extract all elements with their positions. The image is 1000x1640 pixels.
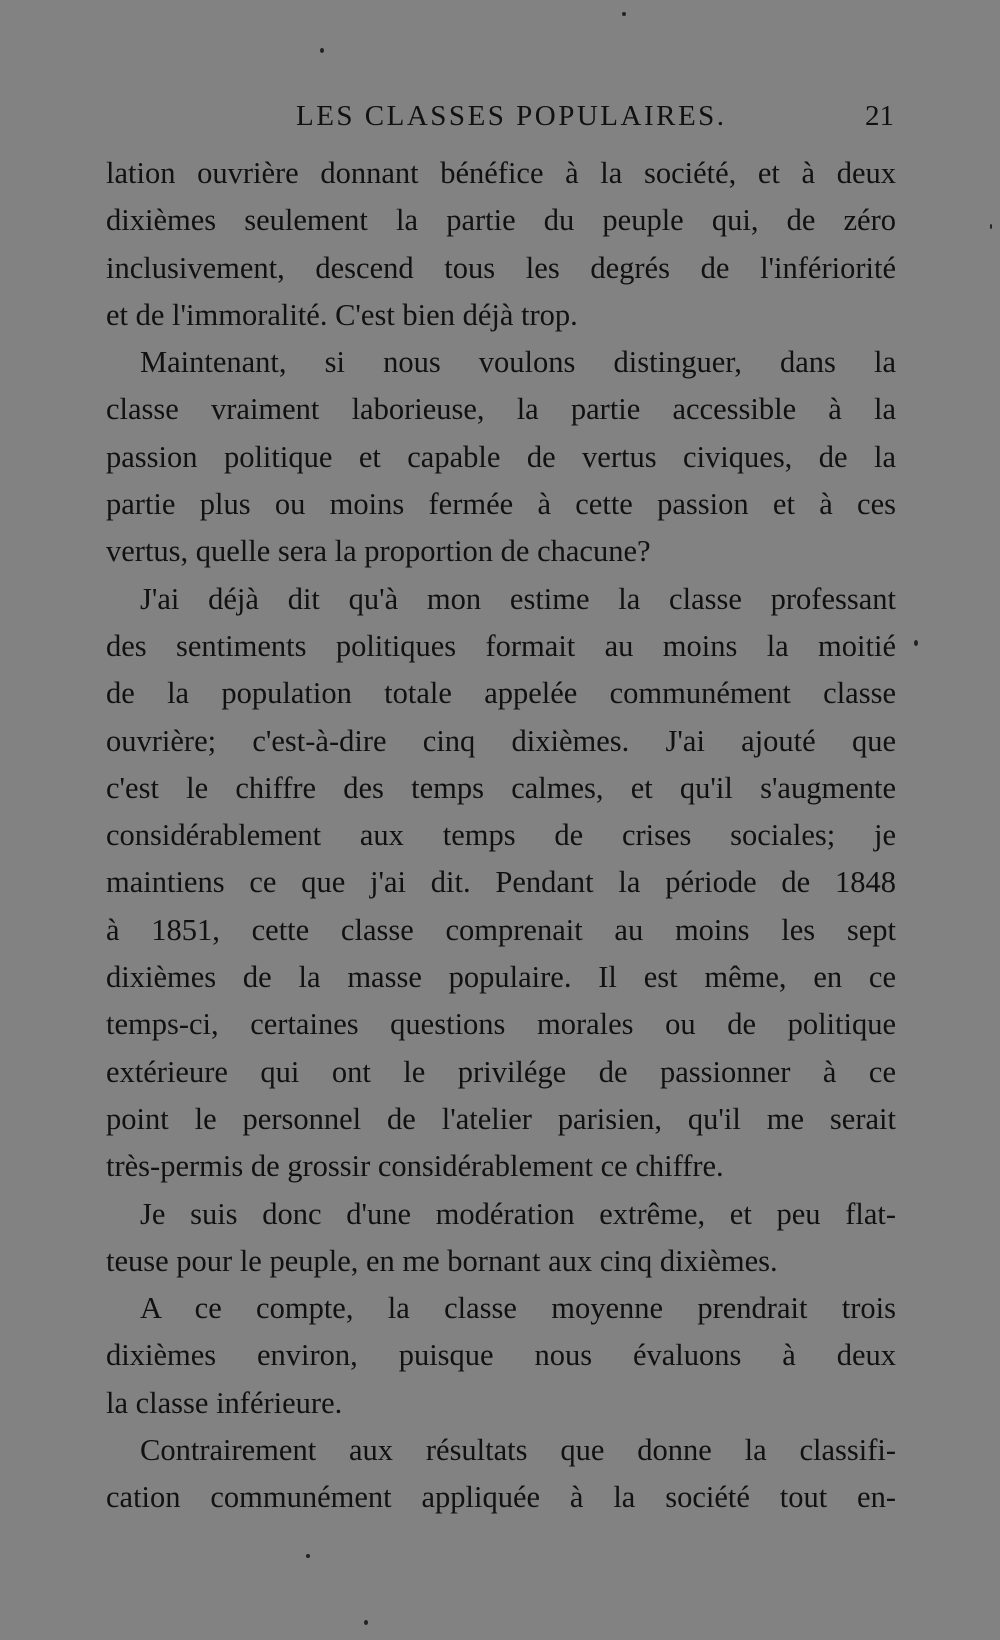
scan-speck xyxy=(914,640,918,646)
text-line: J'ai déjà dit qu'à mon estime la classe professant xyxy=(140,581,896,616)
text-line: lation ouvrière donnant bénéfice à la société, et à deux xyxy=(106,156,896,190)
scan-speck xyxy=(320,48,324,53)
text-line: de la population totale appelée communément classe xyxy=(106,676,896,711)
text-line: temps-ci, certaines questions morales ou de politique xyxy=(106,1007,896,1042)
text-line: et de l'immoralité. C'est bien déjà trop. xyxy=(106,297,578,332)
text-line: A ce compte, la classe moyenne prendrait trois xyxy=(140,1291,896,1326)
text-line: dixièmes seulement la partie du peuple qui, de zéro xyxy=(106,203,896,238)
text-line: cation communément appliquée à la société tout en- xyxy=(106,1480,896,1515)
text-line: partie plus ou moins fermée à cette passion et à ces xyxy=(106,487,896,522)
text-line: passion politique et capable de vertus civiques, de la xyxy=(106,439,896,474)
text-line: la classe inférieure. xyxy=(106,1385,343,1420)
text-line: dixièmes environ, puisque nous évaluons à deux xyxy=(106,1338,896,1373)
text-line: inclusivement, descend tous les degrés de l'infériorité xyxy=(106,250,896,285)
text-line: Je suis donc d'une modération extrême, et peu flat- xyxy=(140,1196,896,1231)
text-line: vertus, quelle sera la proportion de chacune? xyxy=(106,534,651,569)
page-header xyxy=(106,96,896,136)
text-line: ouvrière; c'est-à-dire cinq dixièmes. J'ai ajouté que xyxy=(106,723,896,758)
text-line: teuse pour le peuple, en me bornant aux cinq dixièmes. xyxy=(106,1243,778,1278)
text-line: Maintenant, si nous voulons distinguer, dans la xyxy=(140,345,896,380)
text-line: extérieure qui ont le privilége de passionner à ce xyxy=(106,1054,896,1089)
page-number: 21 xyxy=(865,100,894,132)
text-line: c'est le chiffre des temps calmes, et qu'il s'augmente xyxy=(106,770,896,805)
text-line: point le personnel de l'atelier parisien, qu'il me serait xyxy=(106,1101,896,1136)
text-line: dixièmes de la masse populaire. Il est même, en ce xyxy=(106,960,896,995)
running-head: LES CLASSES POPULAIRES. xyxy=(296,100,727,132)
text-line: considérablement aux temps de crises sociales; je xyxy=(106,818,896,853)
text-line: des sentiments politiques formait au moins la moitié xyxy=(106,628,896,663)
text-line: à 1851, cette classe comprenait au moins les sept xyxy=(106,912,896,947)
scan-speck xyxy=(306,1554,310,1558)
text-line: maintiens ce que j'ai dit. Pendant la période de 1848 xyxy=(106,865,896,900)
text-line: très-permis de grossir considérablement ce chiffre. xyxy=(106,1149,724,1184)
body-text xyxy=(106,150,896,1522)
text-line: Contrairement aux résultats que donne la classifi- xyxy=(140,1433,896,1468)
scan-speck xyxy=(364,1620,368,1625)
scan-speck xyxy=(990,224,992,229)
text-line: classe vraiment laborieuse, la partie accessible à la xyxy=(106,392,896,427)
scan-speck xyxy=(622,12,626,16)
